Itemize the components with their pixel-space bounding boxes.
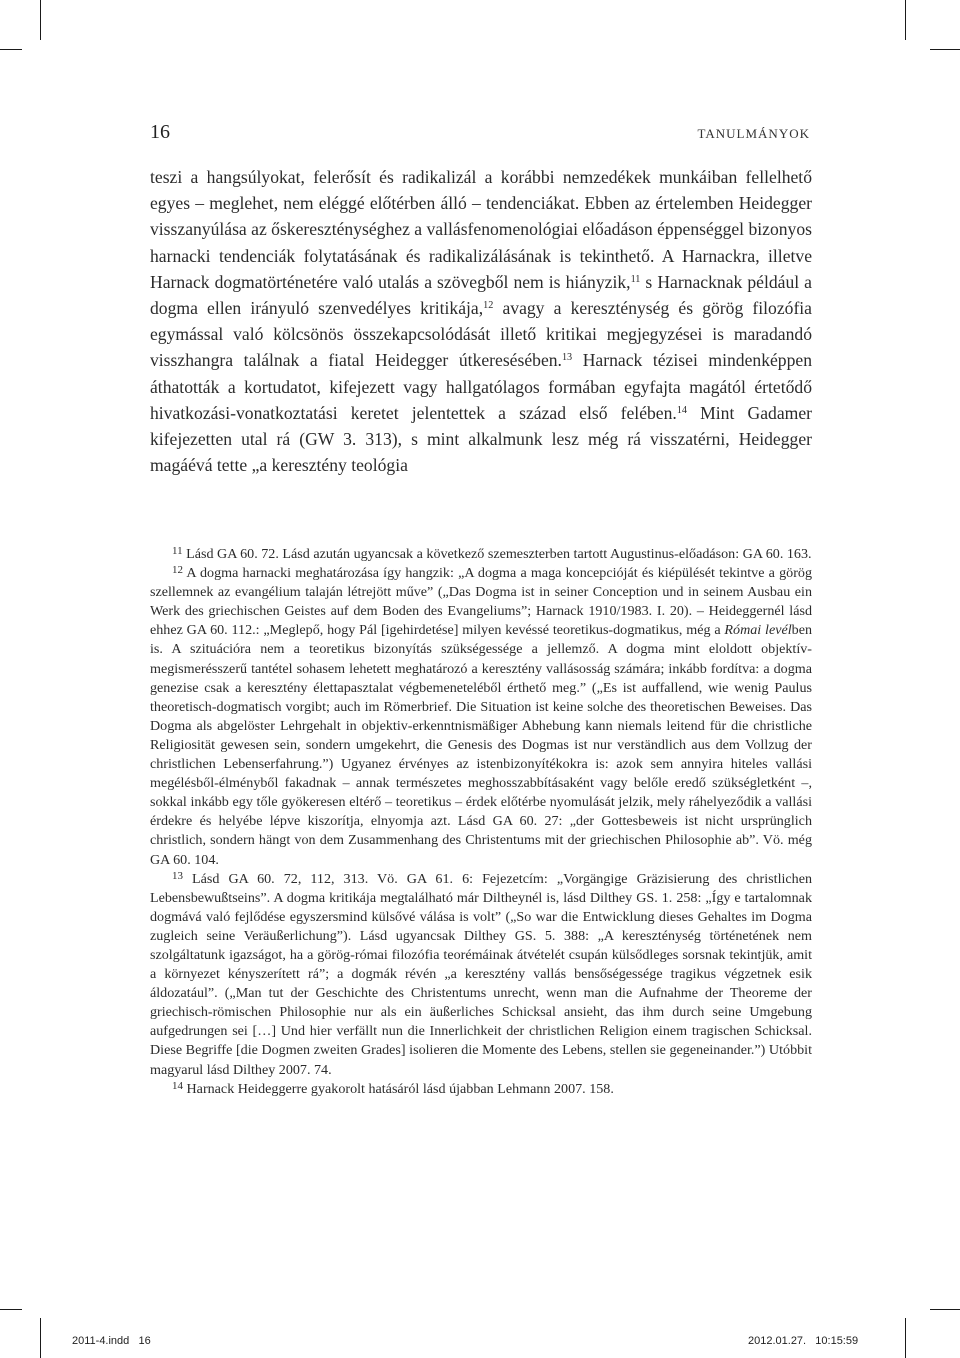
footnote-text: Lásd GA 60. 72, 112, 313. Vö. GA 61. 6: Fejezetcím: „Vorgängige Gräzisierung des christlichen Lebensbewußtseins”. A dogma kritikája megtalálható már Diltheynél is, lásd Dilthey GS. 1. 258: „Így e tartalomnak dogmává való fejlődése egyszersmind külsővé válása is volt” („So war die Entwicklung dieses Gehaltes im Dogma zugleich seine Veräußerlichung”). Lásd ugyancsak Dilthey GS. 5. 388: „A kereszténység történetének nem szolgáltatunk igazságot, ha a görög-római filozófia teorémáinak átvételét csupán külsődleges sorsnak tekintjük, amit a környezet kényszerített rá”; a dogmák révén „a keresztény vallás bensőségessége tragikus végzetnek esik áldozatául”. („Man tut der Geschichte des Christentums unrecht, wenn man die Aufnahme der Theoreme der griechisch-römischen Philosophie nur als ein äußerliches Schicksal ansieht, das ihm durch seine Umgebung aufgedrungen sei […] Und hier verfällt nun die Innerlichkeit der christlichen Religion einem tragischen Schicksal. Diese Begriffe [die Dogmen zweiten Grades] isolieren die Momente des Lebens, stellen sie gegeneinander.”) Utóbbit magyarul lásd Dilthey 2007. 74. [150, 870, 812, 1078]
body-text-segment: avagy a kereszténység és görög filozófia egymással való kölcsönös összekapcsolódását illető kritikai megjegyzései is maradandó visszhangra találnak a fiatal Heidegger útkeresésében. [150, 298, 812, 371]
footnote-12 [150, 564, 812, 870]
footnote-text: A dogma harnacki meghatározása így hangzik: „A dogma a maga koncepcióját és kiépülését tekintve a görög szellemnek az evangélium talaján létrejött műve” („Das Dogma ist in seiner Conception und in seinem Ausbau ein Werk des griechischen Geistes auf dem Boden des Evangeliums”; Harnack 1910/1983. I. 20). – Heideggernél lásd ehhez GA 60. 112.: „Meglepő, hogy Pál [igehirdetése] milyen kevéssé teoretikus-dogmatikus, még a [150, 565, 812, 639]
slug-filename: 2011-4.indd 16 [72, 1335, 151, 1347]
footnote-13 [150, 870, 812, 1080]
footnote-ref: 13 [561, 352, 573, 364]
page-number: 16 [150, 121, 170, 143]
body-text-segment: teszi a hangsúlyokat, felerősít és radikalizál a korábbi nemzedékek munkáiban fellelhető egyes – meglehet, nem eléggé előtérben álló – tendenciákat. Ebben az értelemben Heidegger visszanyúlása az őskereszténységhez a vallásfenomenológiai előadáson éppenséggel bizonyos harnacki tendenciák folytatásának és radikalizálásának is tekinthető. A Harnackra, illetve Harnack dogmatörténetére való utalás a szövegből nem is hiányzik, [150, 167, 812, 292]
crop-mark [930, 49, 960, 50]
footnote-ref: 14 [676, 404, 687, 416]
crop-mark [40, 0, 41, 40]
footnote-number: 12 [172, 564, 183, 577]
body-paragraph [150, 164, 812, 478]
running-head: TANULMÁNYOK [697, 126, 810, 141]
crop-mark [40, 1318, 41, 1358]
footnote-italic: Római levél [724, 622, 792, 639]
crop-mark [905, 0, 906, 40]
crop-mark [930, 1309, 960, 1310]
footnote-number: 14 [172, 1079, 183, 1092]
slug-timestamp: 2012.01.27. 10:15:59 [748, 1335, 859, 1347]
footnote-ref: 12 [483, 299, 494, 311]
footnote-text: ben is. A szituációra nem a teoretikus bizonyítás szükségessége a jellemző. A dogma mint eloldott objektív-megismerésszerű tantétel sohasem lehetett meghatározó a keresztény vallásosság számára; inkább fordítva: a dogma genezise csak a keresztény élettapasztalat végbemeneteléből érthető meg.” („Es ist auffallend, wie wenig Paulus theoretisch-dogmatisch vorgibt; auch im Römerbrief. Die Situation ist keine solche des theoretischen Beweises. Das Dogma als abgelöster Lehrgehalt in objektiv-erkenntnismäßiger Abhebung kann niemals leitend für die christliche Religiosität gewesen sein, sondern umgekehrt, die Genesis des Dogmas ist nur verständlich aus dem Vollzug der christlichen Lebenserfahrung.”) Ugyanez érvényes az istenbizonyítékokra is: azok sem annyira hiteles vallási megélésből-élményből fakadnak – annak természetes meghosszabbításaként vagy belőle eredő szükségletként –, sokkal inkább egy tőle gyökeresen eltérő – teoretikus – érdek előtérbe nyomulását jelzik, mely ráhelyeződik a vallási érdekre és helyébe lépve kiszorítja, elnyomja azt. Lásd GA 60. 27: „der Gottesbeweis ist nicht ursprünglich christlich, sondern hängt von dem Zusammenhang des Christentums mit der griechischen Philosophie ab”. Vö. még GA 60. 104. [150, 622, 812, 868]
footnote-11 [150, 545, 812, 564]
footnote-number: 11 [172, 545, 183, 558]
footnote-number: 13 [172, 869, 183, 882]
footnote-ref: 11 [630, 273, 641, 285]
footnote-14 [150, 1080, 812, 1099]
crop-mark [0, 49, 22, 50]
body-text-segment: s Harnacknak például a dogma ellen irányuló szenvedélyes kritikája, [150, 271, 812, 319]
footnote-text: Lásd GA 60. 72. Lásd azután ugyancsak a következő szemeszterben tartott Augustinus-előadáson: GA 60. 163. [182, 546, 812, 562]
crop-mark [0, 1309, 22, 1310]
crop-mark [905, 1318, 906, 1358]
footnotes [150, 545, 812, 1099]
footnote-text: Harnack Heideggerre gyakorolt hatásáról lásd újabban Lehmann 2007. 158. [182, 1080, 614, 1097]
body-text-segment: Mint Gadamer kifejezetten utal rá (GW 3. 313), s mint alkalmunk lesz még rá visszatérni, Heidegger magáévá tette „a keresztény teológia [150, 402, 812, 476]
body-text-segment: Harnack tézisei mindenképpen áthatották a kortudatot, kifejezett vagy hallgatólagos formában egyfajta magától értetődő hivatkozási-vonatkoztatási keretet jelentettek a század első felében. [150, 350, 812, 423]
